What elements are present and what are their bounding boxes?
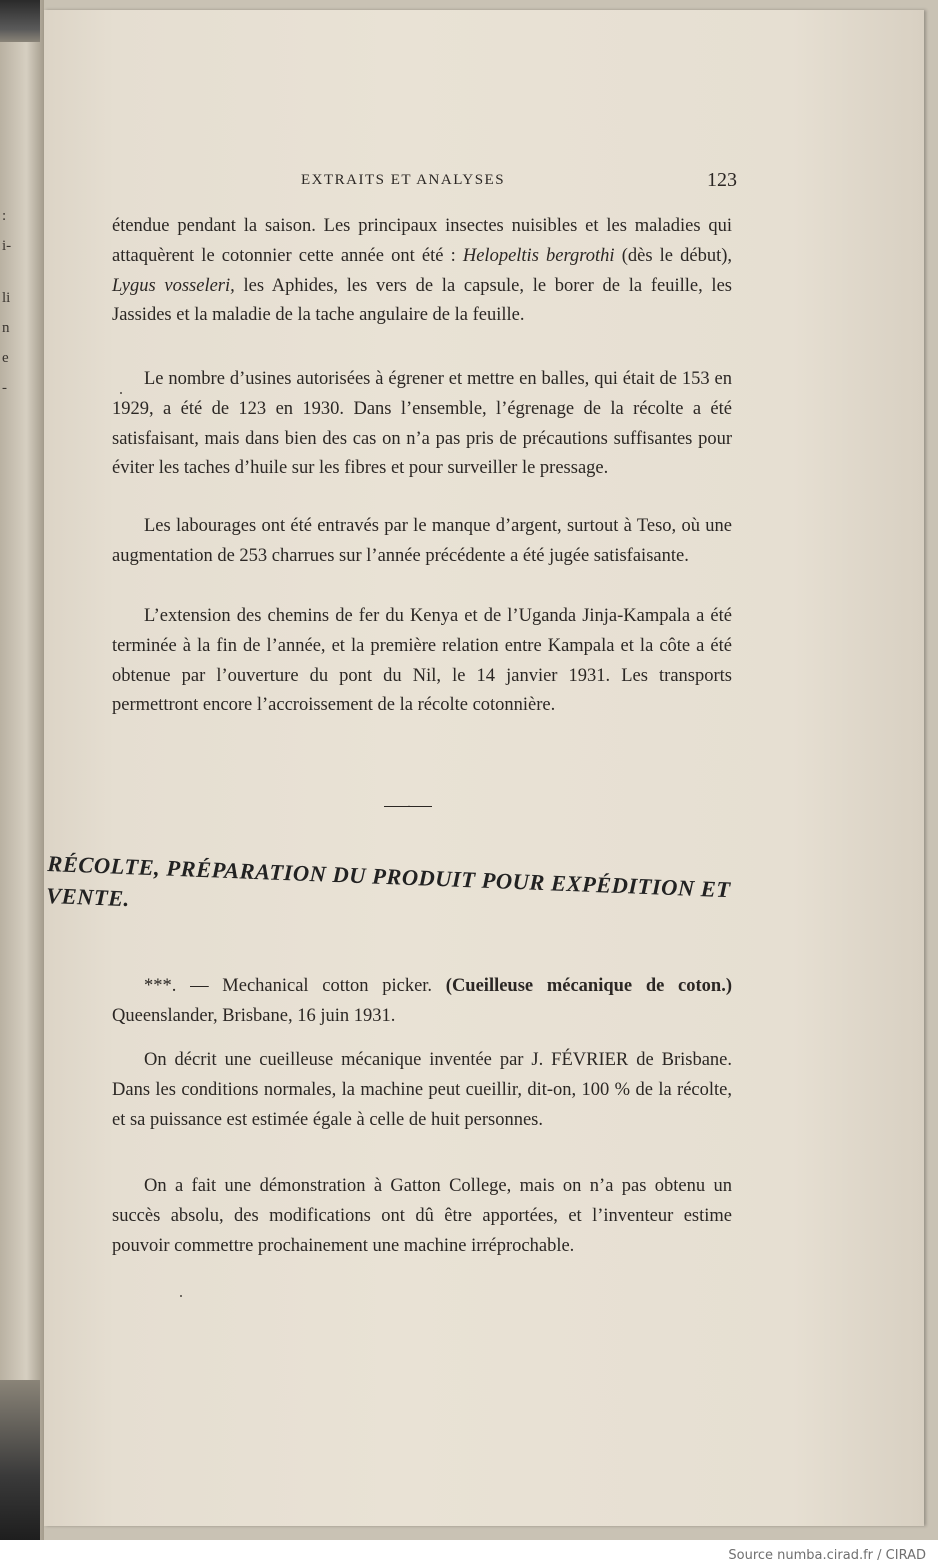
paragraph-4 (112, 602, 732, 721)
paragraph-2-text: Le nombre d’usines autorisées à égrener et mettre en balles, qui était de 153 en 1929, a été de 123 en 1930. Dans l’ensemble, l’égrenage de la récolte a été satisfaisant, mais dans bien des cas on n’a pas pris de précautions suffisantes pour éviter les taches d’huile sur les fibres et pour surveiller le pressage. (112, 369, 732, 479)
book-spine-top (0, 0, 40, 42)
book-spine-bottom (0, 1380, 40, 1540)
paragraph-1-mid: (dès le début), (621, 245, 733, 266)
page-number: 123 (707, 169, 737, 191)
left-margin-char: i- (2, 238, 12, 254)
paragraph-4-text: L’extension des chemins de fer du Kenya et de l’Uganda Jinja-Kampala a été terminée à la fin de l’année, et la première relation entre Kampala et la côte a été obtenue par l’ouverture du pont du Nil, le 14 janvier 1931. Les transports permettront encore l’accroissement de la récolte cotonnière. (112, 606, 732, 716)
left-margin-char: n (2, 320, 10, 336)
species-name: Lygus vosseleri, (112, 275, 235, 296)
reference-source: Queenslander, Brisbane, 16 juin 1931. (112, 1005, 396, 1026)
paper-speck (180, 1295, 182, 1297)
bibliographic-reference (112, 972, 732, 1032)
paragraph-6 (112, 1172, 732, 1261)
paragraph-5 (112, 1046, 732, 1135)
left-margin-char: li (2, 290, 11, 306)
reference-prefix: ***. — Mechanical cotton picker. (144, 976, 433, 996)
paragraph-2 (112, 365, 732, 484)
header-title: EXTRAITS ET ANALYSES (301, 172, 506, 188)
paragraph-1-end: les Aphides, les vers de la capsule, le borer de la feuille, les Jassides et la maladie de la tache angulaire de la feuille. (112, 275, 732, 326)
paragraph-5-text: On décrit une cueilleuse mécanique inventée par J. FÉVRIER de Brisbane. Dans les conditions normales, la machine peut cueillir, dit-on, 100 % de la récolte, et sa puissance est estimée égale à celle de huit personnes. (112, 1050, 732, 1130)
running-header (301, 169, 741, 196)
paper-speck (120, 392, 122, 394)
paragraph-3 (112, 512, 732, 572)
reference-bold-title: (Cueilleuse mécanique de coton.) (445, 976, 733, 996)
source-credit: Source numba.cirad.fr / CIRAD (728, 1548, 926, 1563)
paragraph-1 (112, 212, 732, 331)
separator-dot: · (407, 799, 411, 813)
paragraph-6-text: On a fait une démonstration à Gatton College, mais on n’a pas obtenu un succès absolu, des modifications ont dû être apportées, et l’inventeur estime pouvoir commettre prochainement une machine irréprochable. (112, 1176, 732, 1256)
left-margin-char: - (2, 380, 7, 396)
paragraph-3-text: Les labourages ont été entravés par le manque d’argent, surtout à Teso, où une augmentation de 253 charrues sur l’année précédente a été jugée satisfaisante. (112, 516, 732, 566)
left-margin-char: : (2, 208, 7, 224)
left-facing-page (0, 0, 44, 1540)
paragraph-1-text: étendue pendant la saison. Les principaux insectes nuisibles et les maladies qui attaquèrent le cotonnier cette année ont été : (112, 216, 732, 266)
species-name: Helopeltis bergrothi (462, 245, 615, 266)
left-margin-char: e (2, 350, 9, 366)
section-title: RÉCOLTE, PRÉPARATION DU PRODUIT POUR EXPÉDITION ET VENTE. (45, 850, 731, 912)
